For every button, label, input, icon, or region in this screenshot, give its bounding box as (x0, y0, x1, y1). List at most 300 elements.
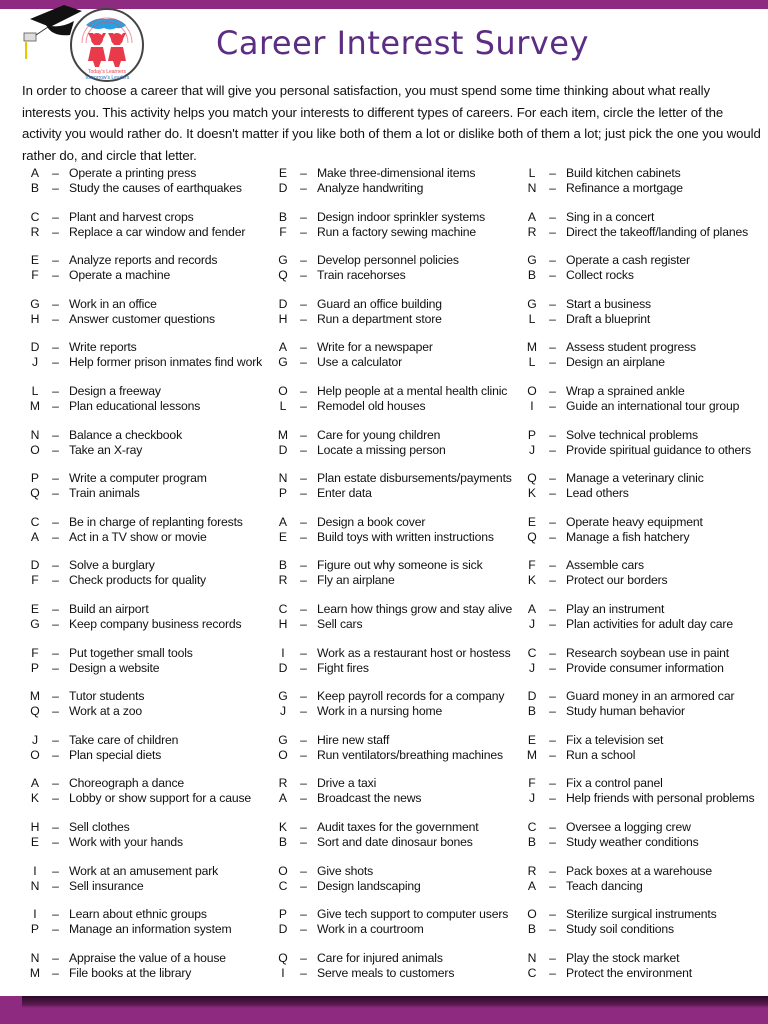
option-letter[interactable]: H (30, 820, 40, 834)
option-activity: Answer customer questions (69, 311, 215, 326)
survey-option[interactable] (28, 966, 226, 981)
survey-option[interactable] (276, 428, 446, 443)
survey-option[interactable] (276, 340, 433, 355)
option-letter[interactable]: N (30, 950, 40, 965)
option-activity: File books at the library (69, 965, 192, 980)
option-letter[interactable]: P (30, 471, 40, 486)
option-letter[interactable]: A (527, 602, 537, 616)
separator-dash: – (549, 907, 556, 922)
svg-text:Tomorrow's Leaders: Tomorrow's Leaders (84, 75, 130, 81)
survey-option[interactable] (276, 704, 504, 719)
option-letter[interactable]: R (278, 573, 288, 588)
option-letter[interactable]: R (527, 224, 537, 239)
survey-item-pair (525, 471, 704, 503)
option-letter[interactable]: F (31, 645, 39, 660)
survey-option[interactable] (525, 951, 692, 966)
option-letter[interactable]: D (527, 689, 537, 704)
option-letter[interactable]: G (30, 296, 40, 311)
survey-option[interactable] (276, 864, 421, 879)
option-letter[interactable]: R (278, 776, 288, 791)
option-letter[interactable]: O (30, 747, 40, 762)
survey-option[interactable] (28, 617, 241, 632)
option-letter[interactable]: D (278, 181, 288, 195)
survey-option[interactable] (525, 748, 663, 763)
separator-dash: – (300, 471, 307, 486)
survey-option[interactable] (525, 704, 734, 719)
survey-option[interactable] (525, 530, 703, 545)
survey-option[interactable] (525, 225, 748, 240)
option-letter[interactable]: O (278, 863, 288, 878)
option-letter[interactable]: P (278, 907, 288, 922)
survey-option[interactable] (28, 835, 183, 850)
option-letter[interactable]: G (278, 355, 288, 370)
survey-option[interactable] (28, 355, 262, 370)
option-letter[interactable]: P (527, 427, 537, 442)
option-activity: Sell insurance (69, 878, 144, 893)
option-activity: Study human behavior (566, 704, 685, 719)
survey-option[interactable] (276, 515, 494, 530)
survey-option[interactable] (28, 443, 182, 458)
survey-option[interactable] (525, 835, 699, 850)
survey-option[interactable] (276, 166, 475, 181)
option-letter[interactable]: F (31, 268, 39, 283)
separator-dash: – (549, 209, 556, 224)
option-letter[interactable]: O (278, 747, 288, 762)
survey-item-pair (525, 515, 703, 547)
option-letter[interactable]: O (527, 384, 537, 398)
option-letter[interactable]: K (30, 791, 40, 806)
option-letter[interactable]: P (30, 660, 40, 675)
survey-option[interactable] (28, 428, 182, 443)
survey-option[interactable] (28, 791, 251, 806)
survey-option[interactable] (28, 733, 178, 748)
option-letter[interactable]: Q (527, 471, 537, 486)
separator-dash: – (52, 166, 59, 180)
option-letter[interactable]: B (527, 268, 537, 283)
option-letter[interactable]: A (30, 776, 40, 791)
option-letter[interactable]: A (30, 529, 40, 544)
option-letter[interactable]: F (528, 776, 536, 791)
separator-dash: – (52, 922, 59, 937)
option-activity: Pack boxes at a warehouse (566, 863, 712, 878)
option-letter[interactable]: D (278, 296, 288, 311)
option-letter[interactable]: L (31, 384, 39, 398)
survey-item-pair (28, 646, 193, 678)
option-letter[interactable]: K (527, 573, 537, 588)
survey-option[interactable] (525, 573, 667, 588)
option-letter[interactable]: A (527, 878, 537, 893)
option-letter[interactable]: E (30, 835, 40, 849)
option-letter[interactable]: I (281, 645, 285, 660)
survey-option[interactable] (28, 268, 217, 283)
option-activity: Direct the takeoff/landing of planes (566, 224, 749, 239)
option-letter[interactable]: A (527, 209, 537, 224)
bottom-bar-shadow (22, 996, 768, 1008)
survey-option[interactable] (525, 253, 690, 268)
survey-option[interactable] (28, 907, 231, 922)
survey-option[interactable] (276, 776, 421, 791)
survey-option[interactable] (525, 864, 712, 879)
survey-option[interactable] (276, 835, 478, 850)
survey-item-pair (276, 297, 442, 329)
option-letter[interactable]: N (527, 950, 537, 965)
survey-option[interactable] (28, 646, 193, 661)
option-letter[interactable]: R (30, 224, 40, 239)
survey-option[interactable] (276, 646, 511, 661)
option-letter[interactable]: C (278, 602, 288, 616)
survey-option[interactable] (525, 791, 755, 806)
survey-option[interactable] (525, 210, 748, 225)
survey-option[interactable] (276, 879, 421, 894)
option-letter[interactable]: C (278, 878, 288, 893)
option-letter[interactable]: A (30, 166, 40, 180)
survey-option[interactable] (276, 210, 485, 225)
option-activity: Help former prison inmates find work (69, 355, 263, 370)
survey-option[interactable] (276, 820, 478, 835)
separator-dash: – (549, 732, 556, 747)
option-letter[interactable]: J (528, 617, 536, 631)
option-letter[interactable]: A (278, 791, 288, 806)
option-letter[interactable]: C (527, 965, 537, 980)
survey-option[interactable] (28, 166, 242, 181)
separator-dash: – (52, 791, 59, 806)
option-letter[interactable]: K (278, 820, 288, 834)
survey-option[interactable] (525, 428, 751, 443)
option-activity: Plan educational lessons (69, 399, 201, 413)
survey-option[interactable] (525, 733, 663, 748)
survey-option[interactable] (525, 966, 692, 981)
survey-option[interactable] (525, 471, 704, 486)
option-activity: Play an instrument (566, 602, 665, 616)
survey-option[interactable] (276, 384, 507, 399)
survey-option[interactable] (276, 471, 512, 486)
separator-dash: – (549, 617, 556, 631)
survey-option[interactable] (525, 617, 733, 632)
option-letter[interactable]: L (528, 166, 536, 180)
survey-option[interactable] (276, 399, 507, 414)
survey-option[interactable] (28, 776, 251, 791)
survey-option[interactable] (276, 733, 503, 748)
option-letter[interactable]: K (527, 486, 537, 501)
survey-item-pair (276, 428, 446, 460)
separator-dash: – (300, 355, 307, 370)
survey-option[interactable] (28, 922, 231, 937)
graduation-cap-and-children-logo-icon (20, 5, 155, 83)
option-letter[interactable]: J (528, 442, 536, 457)
survey-option[interactable] (28, 210, 245, 225)
survey-option[interactable] (276, 907, 508, 922)
option-letter[interactable]: E (278, 529, 288, 544)
option-letter[interactable]: G (278, 732, 288, 747)
option-activity: Help friends with personal problems (566, 791, 755, 806)
survey-option[interactable] (276, 312, 442, 327)
survey-option[interactable] (525, 907, 717, 922)
option-letter[interactable]: N (30, 427, 40, 442)
separator-dash: – (52, 253, 59, 268)
option-activity: Figure out why someone is sick (317, 558, 483, 573)
option-activity: Audit taxes for the government (317, 820, 479, 834)
survey-item-pair (28, 253, 217, 285)
survey-option[interactable] (525, 268, 690, 283)
option-letter[interactable]: H (278, 311, 288, 326)
option-letter[interactable]: G (527, 253, 537, 268)
survey-option[interactable] (28, 399, 200, 414)
survey-option[interactable] (28, 297, 215, 312)
survey-option[interactable] (276, 791, 421, 806)
option-letter[interactable]: M (29, 689, 41, 704)
survey-option[interactable] (525, 602, 733, 617)
option-letter[interactable]: G (30, 617, 40, 631)
survey-option[interactable] (276, 297, 442, 312)
option-letter[interactable]: M (277, 427, 289, 442)
survey-option[interactable] (276, 748, 503, 763)
survey-option[interactable] (276, 253, 459, 268)
survey-option[interactable] (525, 776, 755, 791)
option-letter[interactable]: Q (30, 486, 40, 501)
option-letter[interactable]: B (278, 835, 288, 849)
separator-dash: – (300, 399, 307, 413)
option-activity: Locate a missing person (317, 442, 446, 457)
survey-option[interactable] (276, 181, 475, 196)
option-letter[interactable]: D (30, 558, 40, 573)
option-letter[interactable]: D (278, 922, 288, 937)
option-letter[interactable]: Q (278, 950, 288, 965)
survey-item-pair (525, 776, 755, 808)
option-letter[interactable]: F (528, 558, 536, 573)
option-letter[interactable]: H (278, 617, 288, 631)
survey-option[interactable] (276, 617, 512, 632)
option-activity: Fix a control panel (566, 776, 663, 791)
survey-option[interactable] (28, 515, 243, 530)
option-letter[interactable]: N (527, 181, 537, 195)
option-letter[interactable]: B (278, 209, 288, 224)
option-letter[interactable]: M (29, 399, 41, 413)
survey-option[interactable] (525, 181, 683, 196)
survey-option[interactable] (525, 340, 696, 355)
option-letter[interactable]: A (278, 514, 288, 529)
option-letter[interactable]: D (30, 340, 40, 355)
survey-option[interactable] (28, 530, 243, 545)
separator-dash: – (549, 427, 556, 442)
survey-option[interactable] (28, 253, 217, 268)
survey-item-pair (276, 558, 483, 590)
option-letter[interactable]: E (30, 253, 40, 268)
survey-option[interactable] (525, 166, 683, 181)
survey-item-pair (525, 907, 717, 939)
option-letter[interactable]: E (278, 166, 288, 180)
separator-dash: – (549, 355, 556, 370)
option-letter[interactable]: G (278, 689, 288, 704)
option-letter[interactable]: B (527, 704, 537, 719)
survey-option[interactable] (28, 748, 178, 763)
survey-option[interactable] (525, 355, 696, 370)
survey-option[interactable] (276, 966, 454, 981)
survey-option[interactable] (276, 661, 511, 676)
survey-option[interactable] (28, 384, 200, 399)
survey-option[interactable] (28, 602, 241, 617)
option-letter[interactable]: E (527, 732, 537, 747)
separator-dash: – (300, 166, 307, 180)
option-letter[interactable]: B (278, 558, 288, 573)
survey-option[interactable] (525, 646, 729, 661)
option-activity: Provide spiritual guidance to others (566, 442, 751, 457)
option-letter[interactable]: C (30, 514, 40, 529)
option-letter[interactable]: I (530, 399, 534, 413)
option-activity: Build kitchen cabinets (566, 166, 681, 180)
survey-option[interactable] (28, 181, 242, 196)
survey-option[interactable] (28, 312, 215, 327)
school-logo (20, 5, 155, 83)
option-activity: Develop personnel policies (317, 253, 459, 268)
option-letter[interactable]: C (527, 820, 537, 834)
survey-option[interactable] (525, 922, 717, 937)
survey-option[interactable] (276, 602, 512, 617)
option-letter[interactable]: G (278, 253, 288, 268)
option-letter[interactable]: Q (30, 704, 40, 719)
survey-option[interactable] (28, 471, 207, 486)
survey-item-pair (525, 166, 683, 198)
separator-dash: – (300, 209, 307, 224)
survey-item-pair (525, 733, 663, 765)
survey-option[interactable] (276, 486, 512, 501)
survey-option[interactable] (276, 268, 459, 283)
survey-option[interactable] (525, 689, 734, 704)
survey-option[interactable] (525, 312, 651, 327)
option-letter[interactable]: J (31, 732, 39, 747)
survey-option[interactable] (525, 558, 667, 573)
option-letter[interactable]: L (279, 399, 287, 413)
option-letter[interactable]: H (30, 311, 40, 326)
option-activity: Train racehorses (317, 268, 406, 283)
survey-item-pair (525, 340, 696, 372)
separator-dash: – (549, 486, 556, 501)
separator-dash: – (549, 645, 556, 660)
option-letter[interactable]: E (527, 514, 537, 529)
option-letter[interactable]: J (279, 704, 287, 719)
option-letter[interactable]: B (30, 181, 40, 195)
survey-item-pair (28, 689, 144, 721)
survey-option[interactable] (525, 384, 739, 399)
option-activity: Sell clothes (69, 820, 130, 834)
survey-option[interactable] (28, 951, 226, 966)
separator-dash: – (549, 573, 556, 588)
option-letter[interactable]: F (279, 224, 287, 239)
survey-item-pair (525, 602, 733, 634)
option-letter[interactable]: A (278, 340, 288, 355)
option-activity: Study weather conditions (566, 835, 699, 849)
survey-option[interactable] (28, 573, 206, 588)
survey-option[interactable] (28, 689, 144, 704)
survey-option[interactable] (525, 879, 712, 894)
option-letter[interactable]: N (30, 878, 40, 893)
option-letter[interactable]: M (526, 340, 538, 355)
survey-option[interactable] (276, 689, 504, 704)
survey-option[interactable] (28, 864, 218, 879)
separator-dash: – (300, 791, 307, 806)
survey-option[interactable] (525, 399, 739, 414)
option-letter[interactable]: D (278, 442, 288, 457)
separator-dash: – (300, 863, 307, 878)
separator-dash: – (300, 965, 307, 980)
option-activity: Operate heavy equipment (566, 514, 703, 529)
option-letter[interactable]: C (30, 209, 40, 224)
option-letter[interactable]: O (278, 384, 288, 398)
survey-option[interactable] (276, 355, 433, 370)
survey-option[interactable] (276, 573, 483, 588)
survey-option[interactable] (276, 951, 454, 966)
survey-option[interactable] (276, 922, 508, 937)
option-letter[interactable]: M (526, 747, 538, 762)
option-letter[interactable]: N (278, 471, 288, 486)
survey-option[interactable] (28, 820, 183, 835)
option-letter[interactable]: G (527, 296, 537, 311)
option-letter[interactable]: L (528, 311, 536, 326)
option-letter[interactable]: J (31, 355, 39, 370)
option-letter[interactable]: O (30, 442, 40, 457)
option-letter[interactable]: J (528, 791, 536, 806)
option-activity: Provide consumer information (566, 660, 724, 675)
option-letter[interactable]: B (527, 922, 537, 937)
option-letter[interactable]: M (29, 965, 41, 980)
survey-option[interactable] (28, 225, 245, 240)
option-letter[interactable]: F (31, 573, 39, 588)
option-letter[interactable]: B (527, 835, 537, 849)
option-letter[interactable]: D (278, 660, 288, 675)
option-letter[interactable]: J (528, 660, 536, 675)
option-letter[interactable]: Q (278, 268, 288, 283)
option-letter[interactable]: E (30, 602, 40, 616)
survey-option[interactable] (525, 297, 651, 312)
survey-option[interactable] (525, 443, 751, 458)
survey-option[interactable] (28, 661, 193, 676)
survey-option[interactable] (276, 530, 494, 545)
option-activity: Design a freeway (69, 384, 161, 398)
option-letter[interactable]: P (30, 922, 40, 937)
survey-option[interactable] (525, 486, 704, 501)
survey-option[interactable] (28, 486, 207, 501)
option-letter[interactable]: O (527, 907, 537, 922)
separator-dash: – (300, 573, 307, 588)
survey-option[interactable] (525, 820, 699, 835)
survey-option[interactable] (276, 558, 483, 573)
survey-option[interactable] (28, 704, 144, 719)
option-letter[interactable]: R (527, 863, 537, 878)
survey-item-pair (28, 428, 182, 460)
separator-dash: – (300, 384, 307, 398)
survey-option[interactable] (28, 340, 262, 355)
option-activity: Refinance a mortgage (566, 181, 683, 195)
option-activity: Design an airplane (566, 355, 665, 370)
survey-option[interactable] (525, 515, 703, 530)
option-letter[interactable]: P (278, 486, 288, 501)
option-letter[interactable]: L (528, 355, 536, 370)
option-activity: Tutor students (69, 689, 145, 704)
option-letter[interactable]: Q (527, 529, 537, 544)
survey-option[interactable] (28, 879, 218, 894)
separator-dash: – (300, 181, 307, 195)
option-letter[interactable]: I (281, 965, 285, 980)
survey-option[interactable] (276, 443, 446, 458)
survey-option[interactable] (276, 225, 485, 240)
option-letter[interactable]: C (527, 645, 537, 660)
separator-dash: – (52, 181, 59, 195)
survey-option[interactable] (525, 661, 729, 676)
separator-dash: – (549, 166, 556, 180)
separator-dash: – (52, 689, 59, 704)
survey-option[interactable] (28, 558, 206, 573)
option-letter[interactable]: I (33, 863, 37, 878)
option-letter[interactable]: I (33, 907, 37, 922)
